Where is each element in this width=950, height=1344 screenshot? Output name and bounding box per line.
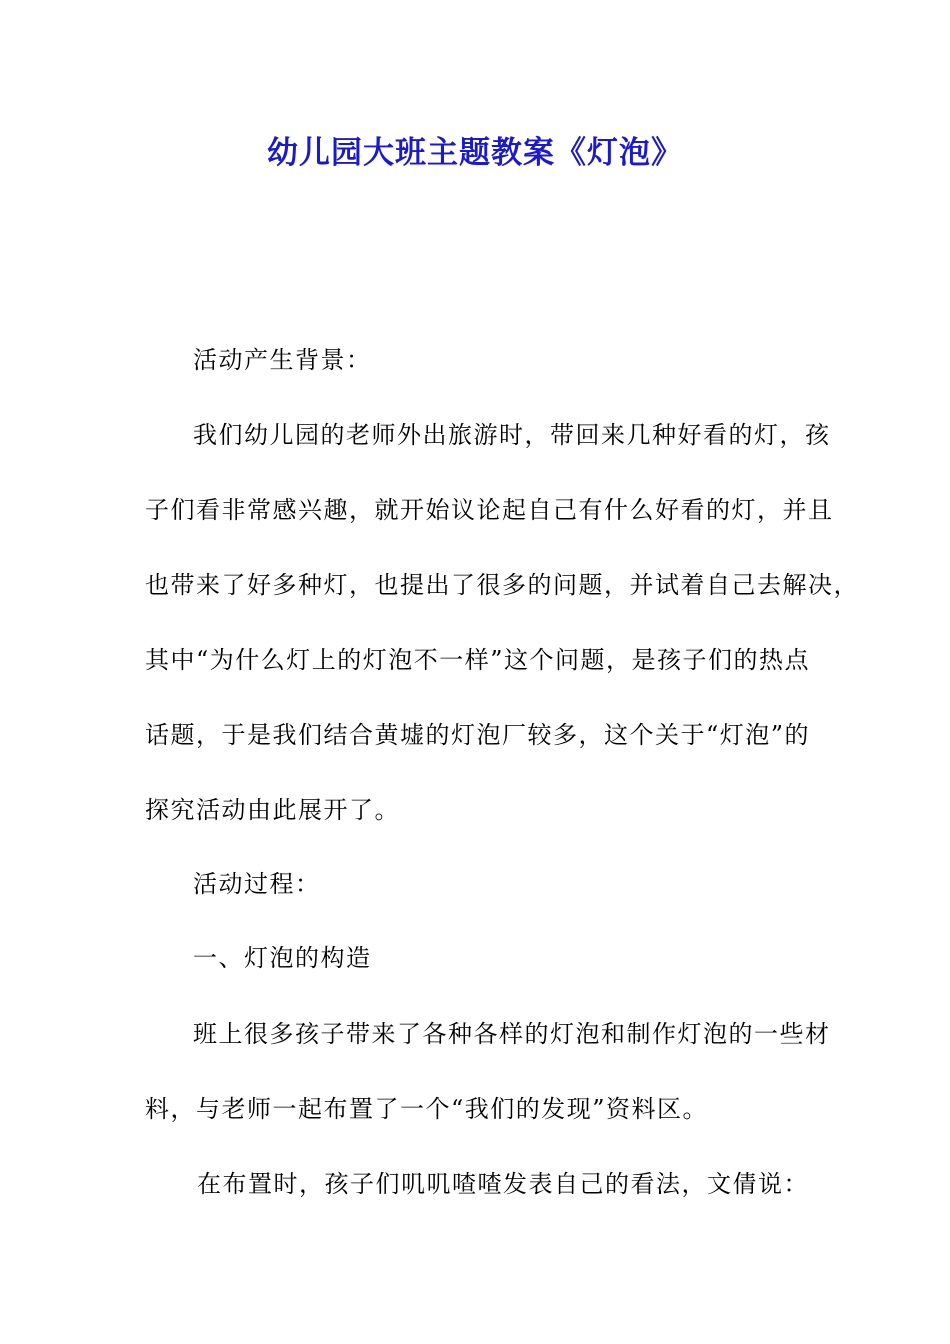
paragraph-line: 我们幼儿园的老师外出旅游时，带回来几种好看的灯，孩 <box>193 421 831 449</box>
section-heading-process: 活动过程： <box>193 870 321 898</box>
paragraph-line: 在布置时，孩子们叽叽喳喳发表自己的看法，文倩说： <box>197 1170 809 1198</box>
paragraph-line: 班上很多孩子带来了各种各样的灯泡和制作灯泡的一些材 <box>193 1020 831 1048</box>
paragraph-line: 话题，于是我们结合黄墟的灯泡厂较多，这个关于“灯泡”的 <box>145 721 811 749</box>
section-heading-background: 活动产生背景： <box>193 346 372 374</box>
document-title: 幼儿园大班主题教案《灯泡》 <box>267 135 683 171</box>
paragraph-line: 料，与老师一起布置了一个“我们的发现”资料区。 <box>145 1095 709 1123</box>
subsection-heading: 一、灯泡的构造 <box>193 944 372 972</box>
paragraph-line: 探究活动由此展开了。 <box>145 796 400 824</box>
paragraph-line: 其中“为什么灯上的灯泡不一样”这个问题，是孩子们的热点 <box>145 646 811 674</box>
paragraph-line: 子们看非常感兴趣，就开始议论起自己有什么好看的灯，并且 <box>145 496 834 524</box>
paragraph-line: 也带来了好多种灯，也提出了很多的问题，并试着自己去解决， <box>145 571 859 599</box>
